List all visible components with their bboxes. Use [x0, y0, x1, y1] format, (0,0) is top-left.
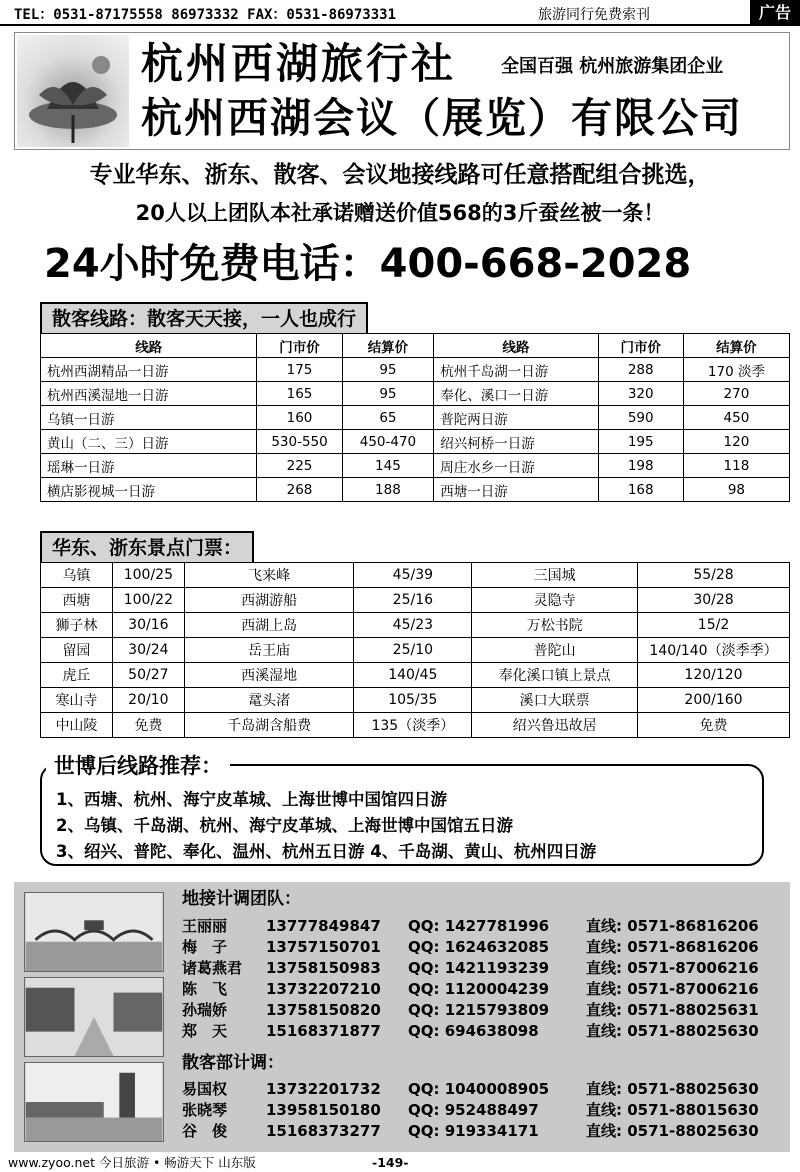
attraction-name: 奉化溪口镇上景点: [472, 663, 638, 688]
attraction-name: 西塘: [41, 588, 113, 613]
company-header: [14, 32, 790, 150]
company-name-1: 杭州西湖旅行社: [141, 39, 457, 88]
route-name: 西塘一日游: [434, 478, 598, 502]
ticket-row: [41, 638, 790, 663]
ticket-row: [41, 563, 790, 588]
hotline: 24小时免费电话：400-668-2028: [44, 241, 692, 287]
contact-qq: QQ: 952488497: [408, 1101, 539, 1119]
ticket-row: [41, 663, 790, 688]
contact-qq: QQ: 1427781996: [408, 917, 550, 935]
route-price: 65: [342, 406, 434, 430]
attraction-name: 寒山寺: [41, 688, 113, 713]
contact-qq: QQ: 694638098: [408, 1022, 539, 1040]
contact-mobile: 13958150180: [266, 1101, 381, 1119]
ticket-price: 140/140（淡季季）: [638, 638, 790, 663]
ticket-price: 50/27: [112, 663, 184, 688]
lotus-icon: [17, 35, 129, 147]
bridge-icon: [25, 893, 163, 971]
recommend-line: 1、西塘、杭州、海宁皮革城、上海世博中国馆四日游: [56, 790, 447, 809]
ticket-price: 30/24: [112, 638, 184, 663]
attraction-name: 狮子林: [41, 613, 113, 638]
lotus-image: [17, 35, 129, 147]
contact-name: 孙瑞娇: [182, 1001, 228, 1019]
route-price: 450-470: [342, 430, 434, 454]
intro-line-2: 20人以上团队本社承诺赠送价值568的3斤蚕丝被一条！: [135, 201, 665, 225]
route-name: 普陀两日游: [434, 406, 598, 430]
ticket-price: 25/10: [354, 638, 472, 663]
ticket-price: 30/28: [638, 588, 790, 613]
contacts-panel: [14, 882, 790, 1152]
contact-qq: QQ: 1421193239: [408, 959, 550, 977]
top-bar: [0, 0, 800, 26]
page-number: -149-: [372, 1155, 409, 1170]
ticket-price: 55/28: [638, 563, 790, 588]
attraction-name: 飞来峰: [184, 563, 354, 588]
route-name: 杭州西溪湿地一日游: [41, 382, 257, 406]
route-price: 168: [598, 478, 683, 502]
route-price: 270: [683, 382, 789, 406]
ticket-row: [41, 688, 790, 713]
ticket-row: [41, 588, 790, 613]
contact-name: 易国权: [182, 1080, 228, 1098]
ticket-price: 45/23: [354, 613, 472, 638]
team1-title: 地接计调团队：: [182, 889, 301, 909]
contact-mobile: 13732201732: [266, 1080, 381, 1098]
recommend-title: 世博后线路推荐：: [46, 752, 230, 780]
ticket-price: 免费: [112, 713, 184, 738]
route-price: 195: [598, 430, 683, 454]
team2-title: 散客部计调：: [182, 1053, 284, 1073]
ticket-price: 100/22: [112, 588, 184, 613]
attraction-name: 绍兴鲁迅故居: [472, 713, 638, 738]
route-price: 225: [257, 454, 342, 478]
contact-mobile: 15168371877: [266, 1022, 381, 1040]
attraction-name: 中山陵: [41, 713, 113, 738]
attraction-name: 岳王庙: [184, 638, 354, 663]
ticket-price: 45/39: [354, 563, 472, 588]
contact-name: 诸葛燕君: [182, 959, 243, 977]
route-row: [41, 478, 790, 502]
routes-header-row: [41, 334, 790, 358]
contact-qq: QQ: 1215793809: [408, 1001, 550, 1019]
tickets-table: [40, 562, 790, 738]
ticket-price: 20/10: [112, 688, 184, 713]
contact-name: 张晓琴: [182, 1101, 228, 1119]
contact-qq: QQ: 1040008905: [408, 1080, 550, 1098]
route-name: 杭州西湖精品一日游: [41, 358, 257, 382]
contact-name: 梅 子: [182, 938, 228, 956]
route-name: 乌镇一日游: [41, 406, 257, 430]
bridge-photo: [24, 892, 164, 972]
contact-name: 谷 俊: [182, 1122, 228, 1140]
col-header: 线路: [434, 334, 598, 358]
route-name: 奉化、溪口一日游: [434, 382, 598, 406]
route-price: 98: [683, 478, 789, 502]
contact-phone: 直线: 0571-88025630: [586, 1080, 759, 1098]
route-price: 118: [683, 454, 789, 478]
ticket-price: 200/160: [638, 688, 790, 713]
attraction-name: 万松书院: [472, 613, 638, 638]
col-header: 门市价: [257, 334, 342, 358]
recommend-line: 3、绍兴、普陀、奉化、温州、杭州五日游 4、千岛湖、黄山、杭州四日游: [56, 842, 597, 861]
route-price: 198: [598, 454, 683, 478]
route-name: 杭州千岛湖一日游: [434, 358, 598, 382]
attraction-name: 西湖上岛: [184, 613, 354, 638]
water-town-photo: [24, 977, 164, 1057]
col-header: 结算价: [342, 334, 434, 358]
contact-qq: QQ: 919334171: [408, 1122, 539, 1140]
contact-mobile: 13757150701: [266, 938, 381, 956]
route-row: [41, 406, 790, 430]
ticket-price: 100/25: [112, 563, 184, 588]
route-price: 288: [598, 358, 683, 382]
route-price: 95: [342, 382, 434, 406]
contact-name: 陈 飞: [182, 980, 228, 998]
footer: [0, 1154, 800, 1172]
intro-line-1: 专业华东、浙东、散客、会议地接线路可任意搭配组合挑选，: [89, 162, 711, 188]
route-name: 绍兴柯桥一日游: [434, 430, 598, 454]
ticket-price: 免费: [638, 713, 790, 738]
pagoda-photo: [24, 1062, 164, 1142]
ticket-row: [41, 713, 790, 738]
contact-qq: QQ: 1624632085: [408, 938, 550, 956]
route-price: 590: [598, 406, 683, 430]
index-note: 旅游同行免费索刊: [538, 7, 650, 23]
route-row: [41, 358, 790, 382]
contact-info: TEL：0531-87175558 86973332 FAX：0531-86973331: [14, 7, 397, 23]
route-price: 450: [683, 406, 789, 430]
contact-phone: 直线: 0571-88025630: [586, 1022, 759, 1040]
route-row: [41, 430, 790, 454]
route-price: 160: [257, 406, 342, 430]
col-header: 结算价: [683, 334, 789, 358]
routes-table: [40, 333, 790, 502]
attraction-name: 乌镇: [41, 563, 113, 588]
attraction-name: 溪口大联票: [472, 688, 638, 713]
route-name: 周庄水乡一日游: [434, 454, 598, 478]
tickets-title: 华东、浙东景点门票：: [40, 531, 254, 563]
ticket-price: 135（淡季）: [354, 713, 472, 738]
attraction-name: 西湖游船: [184, 588, 354, 613]
contact-name: 郑 天: [182, 1022, 228, 1040]
ticket-price: 120/120: [638, 663, 790, 688]
attraction-name: 虎丘: [41, 663, 113, 688]
route-price: 120: [683, 430, 789, 454]
contact-phone: 直线: 0571-87006216: [586, 959, 759, 977]
route-price: 320: [598, 382, 683, 406]
contact-name: 王丽丽: [182, 917, 228, 935]
col-header: 门市价: [598, 334, 683, 358]
route-name: 横店影视城一日游: [41, 478, 257, 502]
contact-mobile: 13732207210: [266, 980, 381, 998]
contact-qq: QQ: 1120004239: [408, 980, 550, 998]
attraction-name: 留园: [41, 638, 113, 663]
route-price: 95: [342, 358, 434, 382]
ticket-price: 25/16: [354, 588, 472, 613]
routes-title: 散客线路：散客天天接，一人也成行: [40, 302, 368, 334]
route-row: [41, 454, 790, 478]
water-town-icon: [25, 978, 163, 1056]
ticket-price: 15/2: [638, 613, 790, 638]
route-price: 268: [257, 478, 342, 502]
ticket-price: 30/16: [112, 613, 184, 638]
footer-site: www.zyoo.net 今日旅游 • 畅游天下 山东版: [8, 1155, 256, 1170]
pagoda-icon: [25, 1063, 163, 1141]
contact-phone: 直线: 0571-87006216: [586, 980, 759, 998]
ad-badge: 广告: [750, 0, 800, 26]
route-row: [41, 382, 790, 406]
contact-mobile: 15168373277: [266, 1122, 381, 1140]
contact-mobile: 13758150820: [266, 1001, 381, 1019]
company-name-2: 杭州西湖会议（展览）有限公司: [141, 94, 743, 142]
route-price: 188: [342, 478, 434, 502]
contact-mobile: 13777849847: [266, 917, 381, 935]
attraction-name: 灵隐寺: [472, 588, 638, 613]
route-price: 170 淡季: [683, 358, 789, 382]
ticket-row: [41, 613, 790, 638]
attraction-name: 西溪湿地: [184, 663, 354, 688]
contact-phone: 直线: 0571-88025631: [586, 1001, 759, 1019]
attraction-name: 普陀山: [472, 638, 638, 663]
route-name: 瑶琳一日游: [41, 454, 257, 478]
ticket-price: 140/45: [354, 663, 472, 688]
attraction-name: 鼋头渚: [184, 688, 354, 713]
contact-phone: 直线: 0571-88025630: [586, 1122, 759, 1140]
contact-phone: 直线: 0571-86816206: [586, 917, 759, 935]
contact-mobile: 13758150983: [266, 959, 381, 977]
ticket-price: 105/35: [354, 688, 472, 713]
contact-phone: 直线: 0571-88015630: [586, 1101, 759, 1119]
recommend-line: 2、乌镇、千岛湖、杭州、海宁皮革城、上海世博中国馆五日游: [56, 816, 513, 835]
route-price: 165: [257, 382, 342, 406]
route-name: 黄山（二、三）日游: [41, 430, 257, 454]
attraction-name: 三国城: [472, 563, 638, 588]
attraction-name: 千岛湖含船费: [184, 713, 354, 738]
company-tagline: 全国百强 杭州旅游集团企业: [501, 56, 724, 77]
route-price: 145: [342, 454, 434, 478]
contact-phone: 直线: 0571-86816206: [586, 938, 759, 956]
route-price: 530-550: [257, 430, 342, 454]
col-header: 线路: [41, 334, 257, 358]
route-price: 175: [257, 358, 342, 382]
